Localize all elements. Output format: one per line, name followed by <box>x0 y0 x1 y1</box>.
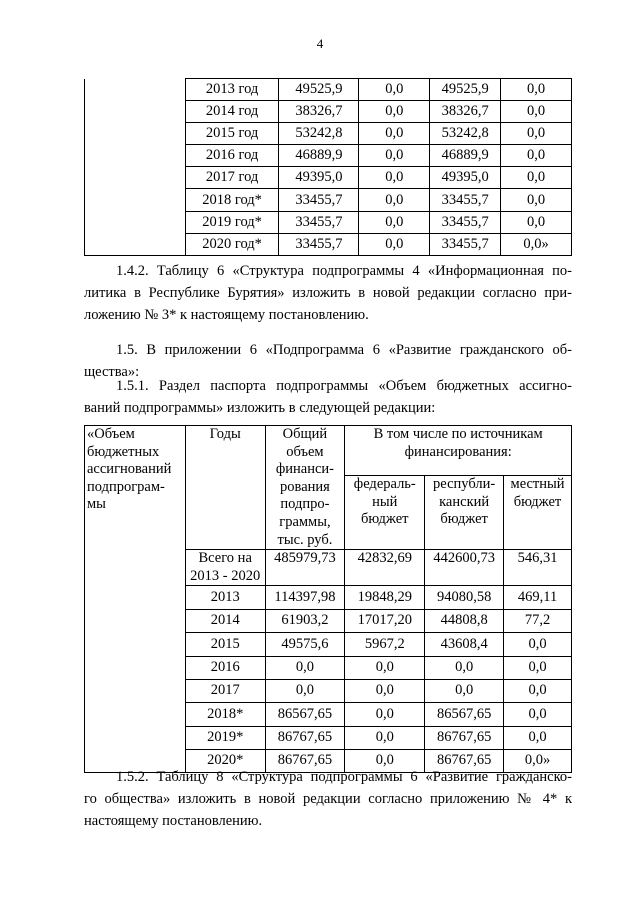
paragraph-line: 1.5.2. Таблицу 8 «Структура подпрограммы 6 «Развитие гражданско- <box>116 769 572 785</box>
budget-allocation-table-body <box>85 426 572 773</box>
value-cell: 0,0 <box>345 726 425 749</box>
value-cell: 0,0» <box>501 233 572 255</box>
value-cell: 43608,4 <box>425 633 504 656</box>
value-cell: 0,0 <box>504 726 572 749</box>
year-cell: 2014 <box>185 609 265 632</box>
value-cell: 0,0 <box>501 145 572 167</box>
value-cell: 0,0 <box>425 679 504 702</box>
value-cell: 0,0 <box>501 189 572 211</box>
value-cell: 33455,7 <box>430 189 501 211</box>
header-line: канский <box>439 493 490 510</box>
total-label-line: 2013 - 2020 <box>190 567 261 584</box>
paragraph-1-4-2 <box>84 260 572 327</box>
paragraph-line: ложению № 3* к настоящему постановлению. <box>84 307 369 324</box>
year-cell: 2018* <box>185 703 265 726</box>
value-cell: 33455,7 <box>279 211 359 233</box>
value-cell: 0,0 <box>501 123 572 145</box>
value-cell: 0,0 <box>501 211 572 233</box>
paragraph-1-5-1 <box>84 375 572 419</box>
value-cell: 19848,29 <box>345 586 425 609</box>
value-cell: 0,0 <box>504 633 572 656</box>
value-cell: 0,0 <box>359 145 430 167</box>
label-line: бюджетных <box>87 443 160 460</box>
paragraph-line: щества»: <box>84 364 140 381</box>
year-cell: 2016 год <box>185 145 279 167</box>
year-cell: 2020* <box>185 750 265 773</box>
value-cell: 44808,8 <box>425 609 504 632</box>
paragraph-line: литика в Республике Бурятия» изложить в новой редакции согласно при- <box>84 285 572 302</box>
value-cell: 86567,65 <box>425 703 504 726</box>
value-cell: 49525,9 <box>279 79 359 101</box>
header-line: республи- <box>433 475 496 492</box>
paragraph-line: 1.5. В приложении 6 «Подпрограмма 6 «Развитие гражданского об- <box>116 342 572 358</box>
value-cell: 0,0 <box>265 656 345 679</box>
value-cell: 86767,65 <box>265 750 345 773</box>
value-cell: 53242,8 <box>430 123 501 145</box>
table-header-row <box>85 426 572 476</box>
value-cell: 46889,9 <box>430 145 501 167</box>
year-cell: 2016 <box>185 656 265 679</box>
value-cell: 33455,7 <box>279 189 359 211</box>
value-cell: 17017,20 <box>345 609 425 632</box>
year-cell: 2015 <box>185 633 265 656</box>
value-cell: 53242,8 <box>279 123 359 145</box>
value-cell: 0,0 <box>345 750 425 773</box>
value-cell: 33455,7 <box>430 211 501 233</box>
value-cell: 0,0 <box>504 703 572 726</box>
value-cell: 38326,7 <box>430 101 501 123</box>
header-line: финансирования: <box>404 443 512 460</box>
value-cell: 469,11 <box>504 586 572 609</box>
header-years: Годы <box>185 426 265 550</box>
value-cell: 0,0 <box>359 233 430 255</box>
header-line: В том числе по источникам <box>373 426 543 442</box>
page-number: 4 <box>316 36 324 51</box>
year-cell: 2019 год* <box>185 211 279 233</box>
paragraph-line: 1.5.1. Раздел паспорта подпрограммы «Объем бюджетных ассигно- <box>116 378 572 394</box>
label-line: мы <box>87 496 106 513</box>
label-line: подпрограм- <box>87 478 165 495</box>
value-cell: 0,0» <box>504 750 572 773</box>
value-cell: 0,0 <box>345 679 425 702</box>
header-line: подпро- <box>280 496 330 513</box>
year-cell: 2017 <box>185 679 265 702</box>
year-cell: 2020 год* <box>185 233 279 255</box>
year-cell: 2019* <box>185 726 265 749</box>
value-cell: 0,0 <box>345 656 425 679</box>
header-line: бюджет <box>513 493 562 510</box>
header-republic <box>425 475 504 549</box>
header-line: тыс. руб. <box>277 531 333 548</box>
value-cell: 0,0 <box>501 101 572 123</box>
value-cell: 49575,6 <box>265 633 345 656</box>
label-line: ассигнований <box>87 461 172 478</box>
header-line: финанси- <box>275 461 334 478</box>
value-cell: 0,0 <box>501 167 572 189</box>
year-cell: 2013 <box>185 586 265 609</box>
total-sum: 485979,73 <box>265 550 345 586</box>
empty-label-cell <box>85 79 186 256</box>
value-cell: 86767,65 <box>425 726 504 749</box>
funding-table-continuation-body <box>85 79 572 256</box>
year-cell: 2017 год <box>185 167 279 189</box>
value-cell: 0,0 <box>345 703 425 726</box>
total-federal: 42832,69 <box>345 550 425 586</box>
value-cell: 77,2 <box>504 609 572 632</box>
header-line: Общий <box>282 426 328 442</box>
header-line: граммы, <box>279 513 331 530</box>
value-cell: 49395,0 <box>279 167 359 189</box>
value-cell: 0,0 <box>359 211 430 233</box>
paragraph-line: ваний подпрограммы» изложить в следующей редакции: <box>84 400 436 417</box>
paragraph-line: 1.4.2. Таблицу 6 «Структура подпрограммы 4 «Информационная по- <box>116 263 572 279</box>
value-cell: 49525,9 <box>430 79 501 101</box>
header-local <box>504 475 572 549</box>
paragraph-line: го общества» изложить в новой редакции согласно приложению № 4* к <box>84 791 572 808</box>
value-cell: 0,0 <box>359 189 430 211</box>
year-cell: 2015 год <box>185 123 279 145</box>
value-cell: 5967,2 <box>345 633 425 656</box>
total-republic: 442600,73 <box>425 550 504 586</box>
value-cell: 0,0 <box>504 656 572 679</box>
value-cell: 0,0 <box>359 79 430 101</box>
year-cell: 2013 год <box>185 79 279 101</box>
value-cell: 33455,7 <box>279 233 359 255</box>
value-cell: 0,0 <box>359 167 430 189</box>
value-cell: 0,0 <box>504 679 572 702</box>
header-line: ный <box>372 493 398 510</box>
value-cell: 0,0 <box>265 679 345 702</box>
value-cell: 46889,9 <box>279 145 359 167</box>
value-cell: 0,0 <box>501 79 572 101</box>
funding-table-continuation <box>84 78 572 256</box>
value-cell: 86767,65 <box>425 750 504 773</box>
section-label-cell <box>85 426 186 773</box>
header-line: федераль- <box>353 475 416 492</box>
header-line: рования <box>280 478 330 495</box>
header-line: бюджет <box>361 511 409 528</box>
label-line: «Объем <box>87 426 135 442</box>
value-cell: 33455,7 <box>430 233 501 255</box>
value-cell: 86567,65 <box>265 703 345 726</box>
value-cell: 61903,2 <box>265 609 345 632</box>
total-label-line: Всего на <box>198 550 252 567</box>
header-total <box>265 426 345 550</box>
header-line: местный <box>510 475 565 492</box>
year-cell: 2014 год <box>185 101 279 123</box>
value-cell: 114397,98 <box>265 586 345 609</box>
total-local: 546,31 <box>504 550 572 586</box>
value-cell: 0,0 <box>425 656 504 679</box>
budget-allocation-table <box>84 425 572 773</box>
table-row <box>85 79 572 101</box>
paragraph-1-5-2 <box>84 766 572 833</box>
value-cell: 38326,7 <box>279 101 359 123</box>
value-cell: 0,0 <box>359 123 430 145</box>
total-label <box>185 550 265 586</box>
year-cell: 2018 год* <box>185 189 279 211</box>
paragraph-line: настоящему постановлению. <box>84 813 263 830</box>
header-federal <box>345 475 425 549</box>
value-cell: 49395,0 <box>430 167 501 189</box>
value-cell: 86767,65 <box>265 726 345 749</box>
header-line: объем <box>286 443 324 460</box>
header-sources <box>345 426 572 476</box>
value-cell: 0,0 <box>359 101 430 123</box>
value-cell: 94080,58 <box>425 586 504 609</box>
header-line: бюджет <box>440 511 488 528</box>
